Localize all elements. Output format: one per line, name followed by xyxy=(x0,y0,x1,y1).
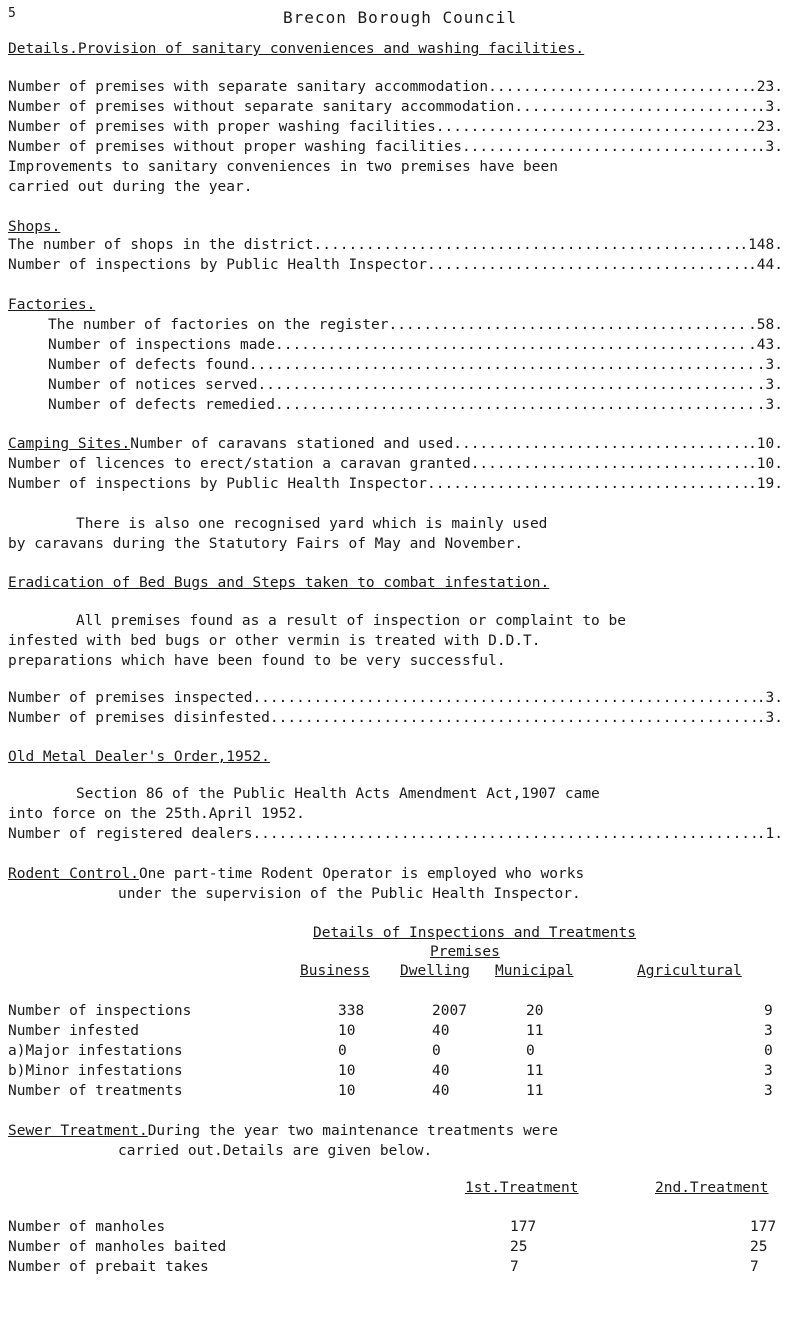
cell-agricultural: 9 xyxy=(764,1003,773,1019)
rodent-heading: Rodent Control. xyxy=(8,866,139,882)
row-bedbugs-inspected xyxy=(8,690,783,706)
row-factories-register xyxy=(48,317,783,333)
rodent-table-subtitle: Premises xyxy=(430,944,500,960)
rodent-table-title: Details of Inspections and Treatments xyxy=(313,925,637,941)
row-label: The number of factories on the register xyxy=(48,317,389,333)
cell-2nd-treatment: 25 xyxy=(750,1239,768,1255)
row-label: Number of premises without proper washing facilities xyxy=(8,139,462,155)
col-business: Business xyxy=(300,963,370,979)
row-shops-inspections xyxy=(8,257,783,273)
cell-municipal: 11 xyxy=(526,1083,544,1099)
cell-business: 10 xyxy=(338,1083,356,1099)
cell-municipal: 11 xyxy=(526,1023,544,1039)
row-label: Number of treatments xyxy=(8,1083,183,1099)
council-header: Brecon Borough Council xyxy=(283,8,517,27)
rodent-text-1: One part-time Rodent Operator is employed who works xyxy=(138,866,585,882)
sewer-text-1: During the year two maintenance treatments were xyxy=(147,1123,558,1139)
row-label: a)Major infestations xyxy=(8,1043,183,1059)
row-camping-caravans xyxy=(8,436,783,452)
row-label: Number of premises with separate sanitary accommodation xyxy=(8,79,489,95)
row-sanitary-separate xyxy=(8,79,783,95)
bedbugs-para-2: infested with bed bugs or other vermin is treated with D.D.T. xyxy=(8,633,541,649)
cell-business: 10 xyxy=(338,1023,356,1039)
row-camping-inspections xyxy=(8,476,783,492)
row-value: .148. xyxy=(739,237,783,253)
cell-business: 0 xyxy=(338,1043,347,1059)
improvements-text-2: carried out during the year. xyxy=(8,179,253,195)
row-value: .3. xyxy=(756,710,783,726)
row-label: Number of premises disinfested xyxy=(8,710,270,726)
row-sanitary-without xyxy=(8,99,783,115)
row-label: Number of inspections by Public Health Inspector xyxy=(8,476,428,492)
row-label: Number of caravans stationed and used xyxy=(130,436,454,452)
col-2nd-treatment: 2nd.Treatment xyxy=(655,1180,769,1196)
row-factories-defects xyxy=(48,357,783,373)
row-label: Number of inspections by Public Health Inspector xyxy=(8,257,428,273)
cell-dwelling: 40 xyxy=(432,1023,450,1039)
cell-agricultural: 3 xyxy=(764,1083,773,1099)
cell-2nd-treatment: 7 xyxy=(750,1259,759,1275)
row-label: Number of premises inspected xyxy=(8,690,253,706)
col-agricultural: Agricultural xyxy=(637,963,742,979)
cell-1st-treatment: 25 xyxy=(510,1239,528,1255)
row-value: .19. xyxy=(748,476,783,492)
row-label: Number of premises with proper washing facilities xyxy=(8,119,436,135)
row-value: .10. xyxy=(748,436,783,452)
cell-business: 338 xyxy=(338,1003,365,1019)
cell-municipal: 0 xyxy=(526,1043,535,1059)
cell-dwelling: 40 xyxy=(432,1063,450,1079)
sewer-line-1 xyxy=(8,1123,558,1139)
sewer-heading: Sewer Treatment. xyxy=(8,1123,148,1139)
row-label: Number infested xyxy=(8,1023,139,1039)
row-washing-without xyxy=(8,139,783,155)
row-factories-inspections xyxy=(48,337,783,353)
row-label: Number of licences to erect/station a caravan granted xyxy=(8,456,471,472)
col-1st-treatment: 1st.Treatment xyxy=(465,1180,579,1196)
cell-1st-treatment: 177 xyxy=(510,1219,537,1235)
cell-dwelling: 0 xyxy=(432,1043,441,1059)
bedbugs-para-1: All premises found as a result of inspection or complaint to be xyxy=(76,613,626,629)
section-title-sanitary: Details.Provision of sanitary conveniences and washing facilities. xyxy=(8,41,585,57)
row-shops-number xyxy=(8,237,783,253)
cell-dwelling: 2007 xyxy=(432,1003,467,1019)
row-factories-notices xyxy=(48,377,783,393)
camping-heading: Camping Sites. xyxy=(8,436,131,452)
shops-heading: Shops. xyxy=(8,219,61,235)
row-label: Number of prebait takes xyxy=(8,1259,209,1275)
cell-dwelling: 40 xyxy=(432,1083,450,1099)
rodent-line-1 xyxy=(8,866,584,882)
row-label: Number of manholes xyxy=(8,1219,166,1235)
row-label: Number of registered dealers xyxy=(8,826,253,842)
row-value: .58. xyxy=(748,317,783,333)
row-label: The number of shops in the district xyxy=(8,237,314,253)
factories-heading: Factories. xyxy=(8,297,96,313)
row-camping-licences xyxy=(8,456,783,472)
row-value: .10. xyxy=(748,456,783,472)
row-value: .23. xyxy=(748,79,783,95)
row-factories-remedied xyxy=(48,397,783,413)
cell-municipal: 20 xyxy=(526,1003,544,1019)
cell-2nd-treatment: 177 xyxy=(750,1219,777,1235)
cell-agricultural: 3 xyxy=(764,1023,773,1039)
row-value: .23. xyxy=(748,119,783,135)
row-label: b)Minor infestations xyxy=(8,1063,183,1079)
row-value: .44. xyxy=(748,257,783,273)
row-washing-proper xyxy=(8,119,783,135)
cell-business: 10 xyxy=(338,1063,356,1079)
cell-1st-treatment: 7 xyxy=(510,1259,519,1275)
row-value: .3. xyxy=(756,99,783,115)
metal-para-2: into force on the 25th.April 1952. xyxy=(8,806,305,822)
row-value: .43. xyxy=(748,337,783,353)
row-value: .1. xyxy=(756,826,783,842)
bedbugs-heading: Eradication of Bed Bugs and Steps taken to combat infestation. xyxy=(8,575,550,591)
metal-heading: Old Metal Dealer's Order,1952. xyxy=(8,749,270,765)
row-value: .3. xyxy=(756,397,783,413)
row-metal-dealers xyxy=(8,826,783,842)
row-label: Number of premises without separate sanitary accommodation xyxy=(8,99,515,115)
row-value: .3. xyxy=(756,139,783,155)
row-value: .3. xyxy=(756,377,783,393)
improvements-text-1: Improvements to sanitary conveniences in two premises have been xyxy=(8,159,558,175)
bedbugs-para-3: preparations which have been found to be very successful. xyxy=(8,653,506,669)
sewer-text-2: carried out.Details are given below. xyxy=(118,1143,433,1159)
page-number: 5 xyxy=(8,6,16,21)
row-label: Number of defects remedied xyxy=(48,397,275,413)
metal-para-1: Section 86 of the Public Health Acts Amendment Act,1907 came xyxy=(76,786,600,802)
row-label: Number of defects found xyxy=(48,357,249,373)
col-dwelling: Dwelling xyxy=(400,963,470,979)
row-label: Number of manholes baited xyxy=(8,1239,227,1255)
row-bedbugs-disinfested xyxy=(8,710,783,726)
row-label: Number of inspections made xyxy=(48,337,275,353)
row-value: .3. xyxy=(756,357,783,373)
cell-municipal: 11 xyxy=(526,1063,544,1079)
row-label: Number of notices served xyxy=(48,377,258,393)
camping-note-2: by caravans during the Statutory Fairs of May and November. xyxy=(8,536,524,552)
row-value: .3. xyxy=(756,690,783,706)
row-label: Number of inspections xyxy=(8,1003,192,1019)
col-municipal: Municipal xyxy=(495,963,574,979)
rodent-text-2: under the supervision of the Public Health Inspector. xyxy=(118,886,581,902)
cell-agricultural: 0 xyxy=(764,1043,773,1059)
camping-note-1: There is also one recognised yard which is mainly used xyxy=(76,516,548,532)
cell-agricultural: 3 xyxy=(764,1063,773,1079)
